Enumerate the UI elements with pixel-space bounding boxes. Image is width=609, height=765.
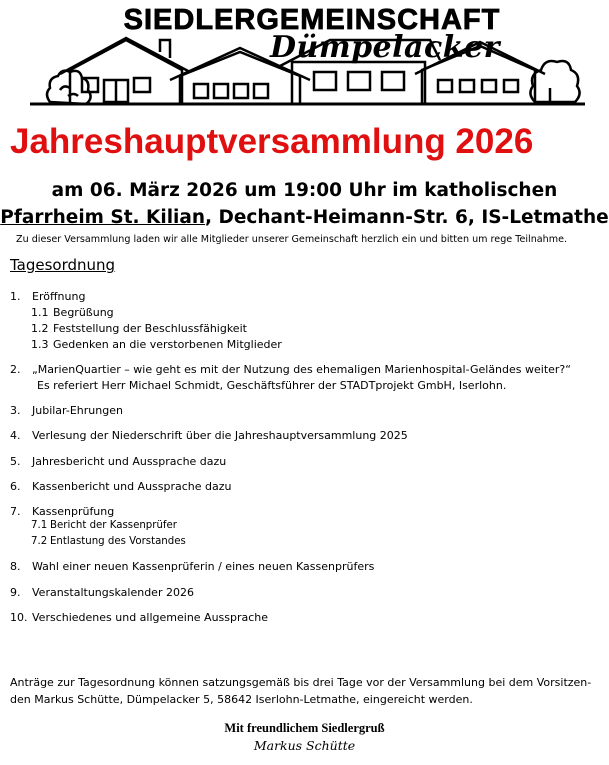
agenda-item-text: Veranstaltungskalender 2026	[32, 586, 194, 599]
agenda-subitem	[31, 520, 177, 531]
agenda-item-text: Verschiedenes und allgemeine Aussprache	[32, 611, 269, 624]
agenda-item-number: 10.	[10, 611, 28, 624]
subitem-text: Bericht der Kassenprüfer	[50, 520, 177, 531]
logo	[30, 0, 585, 122]
agenda-item	[10, 404, 123, 417]
agenda-subitem	[31, 338, 282, 351]
agenda-item-text: Verlesung der Niederschrift über die Jahreshauptversammlung 2025	[32, 429, 408, 442]
agenda-subitem	[31, 306, 114, 319]
agenda-item	[10, 429, 408, 442]
logo-title: SIEDLERGEMEINSCHAFT	[123, 4, 501, 36]
subitem-number: 1.2	[31, 322, 49, 335]
venue-address: , Dechant-Heimann-Str. 6, IS-Letmathe	[205, 207, 609, 228]
agenda-item-text: „MarienQuartier – wie geht es mit der Nutzung des ehemaligen Marienhospital-Geländes weiter?“	[32, 363, 571, 376]
footer-line: den Markus Schütte, Dümpelacker 5, 58642 Iserlohn-Letmathe, eingereicht werden.	[10, 693, 473, 706]
subitem-number: 1.1	[31, 306, 49, 319]
headline: Jahreshauptversammlung 2026	[10, 122, 534, 161]
date-line: am 06. März 2026 um 19:00 Uhr im katholischen	[51, 180, 558, 201]
agenda-item-number: 2.	[10, 363, 21, 376]
agenda-item-number: 5.	[10, 455, 21, 468]
subitem-text: Gedenken an die verstorbenen Mitglieder	[53, 338, 282, 351]
agenda-item	[10, 560, 374, 573]
agenda-item	[10, 611, 268, 624]
agenda-item	[10, 586, 194, 599]
venue-line	[0, 207, 609, 228]
footer-line: Anträge zur Tagesordnung können satzungsgemäß bis drei Tage vor der Versammlung bei dem Vorsitzen-	[10, 676, 592, 689]
logo-subtitle: Dümpelacker	[270, 30, 500, 65]
intro-text: Zu dieser Versammlung laden wir alle Mitglieder unserer Gemeinschaft herzlich ein und bitten um rege Teilnahme.	[16, 234, 568, 245]
subitem-text: Feststellung der Beschlussfähigkeit	[53, 322, 247, 335]
agenda-item-number: 7.	[10, 505, 21, 518]
agenda-item	[10, 505, 114, 518]
subitem-number: 7.1	[31, 520, 48, 531]
signature: Markus Schütte	[253, 738, 356, 753]
agenda-item-number: 4.	[10, 429, 21, 442]
subitem-number: 1.3	[31, 338, 49, 351]
agenda-item-number: 3.	[10, 404, 21, 417]
greeting: Mit freundlichem Siedlergruß	[224, 721, 385, 735]
agenda-item-number: 9.	[10, 586, 21, 599]
subitem-number: 7.2	[31, 536, 48, 547]
subitem-text: Entlastung des Vorstandes	[50, 536, 186, 547]
agenda-item-text: Wahl einer neuen Kassenprüferin / eines neuen Kassenprüfers	[32, 560, 375, 573]
agenda-item	[10, 480, 232, 493]
agenda-subitem	[31, 322, 247, 335]
subitem-text: Begrüßung	[53, 306, 114, 319]
agenda-item	[10, 363, 571, 376]
venue-name: Pfarrheim St. Kilian	[0, 207, 206, 228]
agenda-subitem	[31, 536, 186, 547]
agenda-item-text: Kassenprüfung	[32, 505, 115, 518]
agenda-item-text: Eröffnung	[32, 290, 86, 303]
footer-note	[10, 674, 602, 708]
agenda-item-note: Es referiert Herr Michael Schmidt, Geschäftsführer der STADTprojekt GmbH, Iserlohn.	[37, 379, 507, 392]
agenda-item-text: Kassenbericht und Aussprache dazu	[32, 480, 232, 493]
agenda-title: Tagesordnung	[10, 256, 116, 274]
agenda-item-text: Jahresbericht und Aussprache dazu	[32, 455, 227, 468]
agenda-item	[10, 290, 85, 303]
agenda-item-number: 1.	[10, 290, 21, 303]
agenda-item	[10, 455, 226, 468]
agenda-item-number: 6.	[10, 480, 21, 493]
agenda-item-text: Jubilar-Ehrungen	[32, 404, 123, 417]
agenda-item-number: 8.	[10, 560, 21, 573]
